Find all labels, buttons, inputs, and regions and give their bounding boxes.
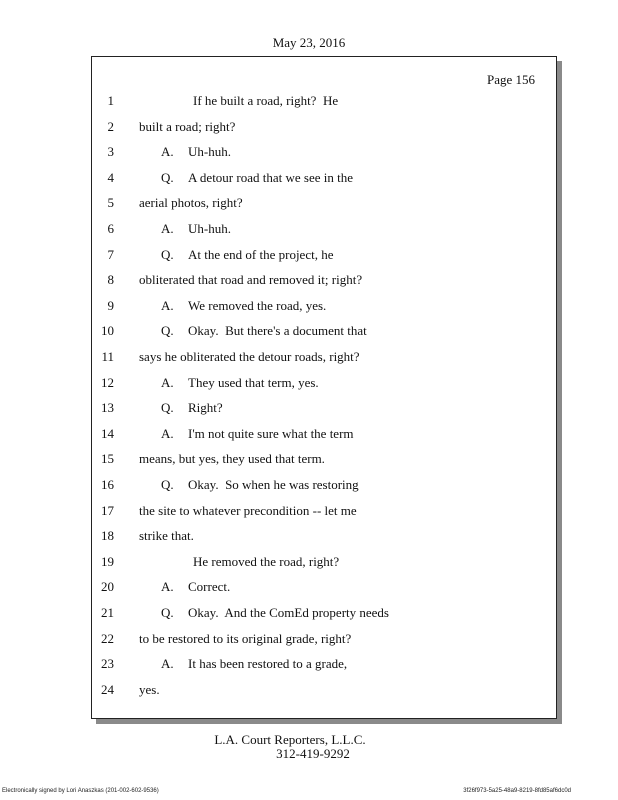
line-number: 11 [101,349,114,364]
line-number: 18 [101,528,114,544]
transcript-line [92,194,556,212]
qa-text: A detour road that we see in the [188,169,353,185]
line-text [161,297,326,315]
line-number: 22 [101,630,114,646]
header-date: May 23, 2016 [272,35,346,50]
line-text [161,374,319,392]
line-number: 23 [101,656,114,672]
line-text [161,220,231,238]
line-number: 14 [101,425,114,441]
line-text: says he obliterated the detour roads, right? [139,349,360,364]
transcript-line [92,502,556,520]
line-number: 2 [107,118,114,134]
qa-label: A. [161,221,174,236]
transcript-line [92,118,556,136]
qa-text: Okay. But there's a document that [188,323,367,339]
transcript-line [92,476,556,494]
transcript-line [92,553,556,571]
line-number: 21 [101,605,114,620]
transcript-line [92,527,556,545]
footer-phone: 312-419-9292 [276,746,350,761]
transcript-line [92,604,556,622]
line-number: 10 [101,323,114,339]
line-number: 24 [101,681,114,697]
qa-text: They used that term, yes. [188,374,319,390]
transcript-line [92,399,556,417]
line-text: He removed the road, right? [193,553,340,569]
line-number: 19 [101,553,114,569]
line-text: strike that. [139,528,194,544]
line-text [161,476,359,494]
transcript-line [92,297,556,315]
line-text: the site to whatever precondition -- let me [139,502,357,518]
transcript-line [92,374,556,392]
qa-text: Correct. [188,579,231,595]
qa-label: Q. [161,477,174,492]
transcript-line [92,169,556,187]
document-id: 3f26f973-5a25-48a9-8219-8fd85af6dc0d [463,788,571,794]
transcript-line [92,578,556,596]
line-text: obliterated that road and removed it; right? [139,272,363,288]
transcript-line [92,143,556,161]
line-text [161,578,230,596]
qa-text: We removed the road, yes. [188,297,327,313]
line-number: 7 [107,246,114,262]
transcript-line [92,348,556,366]
line-text [161,604,389,622]
line-number: 15 [101,451,114,467]
qa-label: Q. [161,323,174,339]
transcript-line [92,630,556,648]
qa-text: Right? [188,400,223,416]
line-text: yes. [139,681,160,697]
qa-label: A. [161,425,174,441]
qa-label: Q. [161,400,174,416]
line-text [161,322,367,340]
qa-label: A. [161,144,174,160]
line-number: 5 [107,195,114,211]
page-number: Page 156 [486,72,535,87]
line-text: to be restored to its original grade, right? [139,630,352,646]
line-text: If he built a road, right? He [193,93,339,108]
line-text [161,655,347,673]
qa-text: Uh-huh. [188,221,231,236]
transcript-line [92,271,556,289]
footer-company: L.A. Court Reporters, L.L.C. [214,732,366,747]
qa-label: Q. [161,169,174,185]
line-number: 16 [101,477,114,492]
transcript-page [91,56,557,719]
qa-label: Q. [161,246,174,262]
line-number: 4 [107,169,114,185]
transcript-line [92,450,556,468]
electronic-signature: Electronically signed by Lori Anaszkas (201-002-602-9536) [2,788,159,794]
line-number: 9 [107,297,114,313]
transcript-line [92,655,556,673]
line-number: 6 [107,221,114,236]
transcript-line [92,246,556,264]
qa-text: Okay. And the ComEd property needs [188,605,389,620]
transcript-line [92,322,556,340]
qa-label: A. [161,374,174,390]
transcript-line [92,425,556,443]
line-text: aerial photos, right? [139,195,243,211]
transcript-line [92,220,556,238]
qa-text: Okay. So when he was restoring [188,477,359,492]
line-number: 8 [107,272,114,288]
line-number: 17 [101,502,114,518]
line-text [161,425,354,443]
line-number: 13 [101,400,114,416]
transcript-line [92,681,556,699]
qa-text: It has been restored to a grade, [188,656,348,672]
qa-text: I'm not quite sure what the term [188,425,354,441]
qa-label: A. [161,656,174,672]
line-text [161,143,231,161]
line-text: built a road; right? [139,118,236,134]
line-text [161,246,333,264]
line-number: 3 [107,144,114,160]
line-number: 12 [101,374,114,390]
qa-label: A. [161,579,174,595]
qa-text: Uh-huh. [188,144,231,160]
qa-text: At the end of the project, he [188,246,334,262]
transcript-line [92,92,556,110]
qa-label: Q. [161,605,174,620]
qa-label: A. [161,297,174,313]
line-text [161,169,353,187]
line-number: 20 [101,579,114,595]
line-number: 1 [107,93,114,108]
line-text [161,399,223,417]
line-text: means, but yes, they used that term. [139,451,325,467]
